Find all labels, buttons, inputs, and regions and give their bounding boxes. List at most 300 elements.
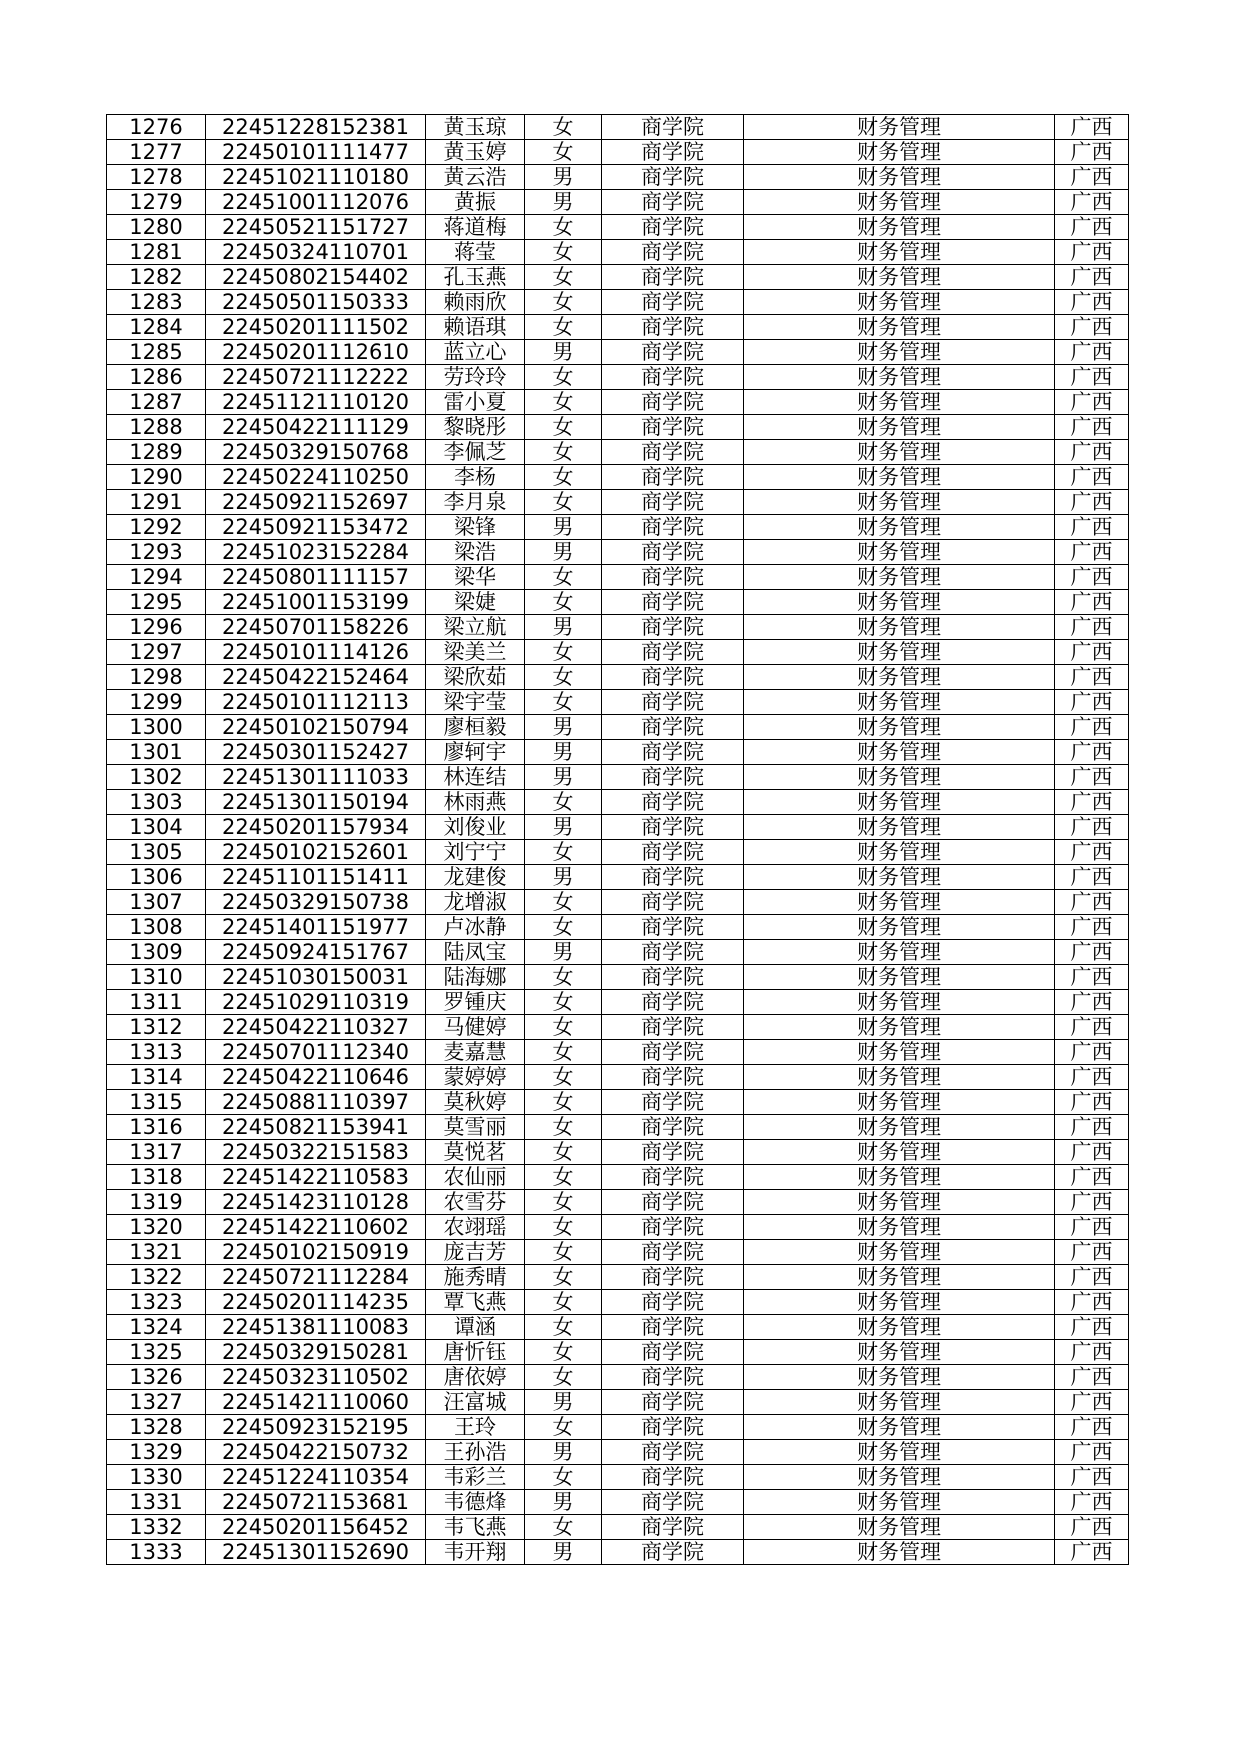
province-cell: 广西 bbox=[1055, 1415, 1129, 1440]
student-id-cell: 22451381110083 bbox=[206, 1315, 426, 1340]
college-cell: 商学院 bbox=[602, 815, 744, 840]
student-id-cell: 22450422150732 bbox=[206, 1440, 426, 1465]
student-name-cell: 韦彩兰 bbox=[426, 1465, 525, 1490]
student-name-cell: 唐依婷 bbox=[426, 1365, 525, 1390]
college-cell: 商学院 bbox=[602, 640, 744, 665]
gender-cell: 女 bbox=[525, 1065, 602, 1090]
student-name-cell: 韦德烽 bbox=[426, 1490, 525, 1515]
serial-number-cell: 1306 bbox=[107, 865, 206, 890]
student-name-cell: 蒋道梅 bbox=[426, 215, 525, 240]
province-cell: 广西 bbox=[1055, 115, 1129, 140]
serial-number-cell: 1321 bbox=[107, 1240, 206, 1265]
college-cell: 商学院 bbox=[602, 1165, 744, 1190]
major-cell: 财务管理 bbox=[744, 590, 1055, 615]
college-cell: 商学院 bbox=[602, 765, 744, 790]
table-row bbox=[107, 1090, 1129, 1115]
serial-number-cell: 1309 bbox=[107, 940, 206, 965]
student-name-cell: 赖语琪 bbox=[426, 315, 525, 340]
gender-cell: 女 bbox=[525, 1190, 602, 1215]
student-name-cell: 林连结 bbox=[426, 765, 525, 790]
student-id-cell: 22451422110583 bbox=[206, 1165, 426, 1190]
table-row bbox=[107, 1540, 1129, 1565]
gender-cell: 女 bbox=[525, 315, 602, 340]
table-row bbox=[107, 690, 1129, 715]
student-name-cell: 陆海娜 bbox=[426, 965, 525, 990]
gender-cell: 女 bbox=[525, 465, 602, 490]
serial-number-cell: 1299 bbox=[107, 690, 206, 715]
major-cell: 财务管理 bbox=[744, 990, 1055, 1015]
table-row bbox=[107, 615, 1129, 640]
province-cell: 广西 bbox=[1055, 1515, 1129, 1540]
student-name-cell: 谭涵 bbox=[426, 1315, 525, 1340]
student-name-cell: 农仙丽 bbox=[426, 1165, 525, 1190]
college-cell: 商学院 bbox=[602, 415, 744, 440]
serial-number-cell: 1291 bbox=[107, 490, 206, 515]
province-cell: 广西 bbox=[1055, 840, 1129, 865]
province-cell: 广西 bbox=[1055, 1040, 1129, 1065]
table-row bbox=[107, 1315, 1129, 1340]
province-cell: 广西 bbox=[1055, 540, 1129, 565]
major-cell: 财务管理 bbox=[744, 890, 1055, 915]
major-cell: 财务管理 bbox=[744, 415, 1055, 440]
serial-number-cell: 1289 bbox=[107, 440, 206, 465]
gender-cell: 女 bbox=[525, 1515, 602, 1540]
student-id-cell: 22450721112284 bbox=[206, 1265, 426, 1290]
gender-cell: 女 bbox=[525, 1215, 602, 1240]
province-cell: 广西 bbox=[1055, 290, 1129, 315]
student-name-cell: 黄振 bbox=[426, 190, 525, 215]
major-cell: 财务管理 bbox=[744, 965, 1055, 990]
province-cell: 广西 bbox=[1055, 1215, 1129, 1240]
province-cell: 广西 bbox=[1055, 615, 1129, 640]
student-name-cell: 林雨燕 bbox=[426, 790, 525, 815]
student-id-cell: 22451224110354 bbox=[206, 1465, 426, 1490]
serial-number-cell: 1302 bbox=[107, 765, 206, 790]
major-cell: 财务管理 bbox=[744, 365, 1055, 390]
serial-number-cell: 1323 bbox=[107, 1290, 206, 1315]
table-row bbox=[107, 1215, 1129, 1240]
serial-number-cell: 1332 bbox=[107, 1515, 206, 1540]
table-row bbox=[107, 1440, 1129, 1465]
student-name-cell: 梁锋 bbox=[426, 515, 525, 540]
major-cell: 财务管理 bbox=[744, 1140, 1055, 1165]
student-name-cell: 李佩芝 bbox=[426, 440, 525, 465]
province-cell: 广西 bbox=[1055, 565, 1129, 590]
serial-number-cell: 1298 bbox=[107, 665, 206, 690]
student-id-cell: 22451301111033 bbox=[206, 765, 426, 790]
table-row bbox=[107, 640, 1129, 665]
student-name-cell: 农雪芬 bbox=[426, 1190, 525, 1215]
college-cell: 商学院 bbox=[602, 590, 744, 615]
gender-cell: 男 bbox=[525, 715, 602, 740]
student-id-cell: 22450323110502 bbox=[206, 1365, 426, 1390]
major-cell: 财务管理 bbox=[744, 315, 1055, 340]
college-cell: 商学院 bbox=[602, 990, 744, 1015]
college-cell: 商学院 bbox=[602, 1265, 744, 1290]
province-cell: 广西 bbox=[1055, 1090, 1129, 1115]
table-row bbox=[107, 140, 1129, 165]
major-cell: 财务管理 bbox=[744, 915, 1055, 940]
gender-cell: 女 bbox=[525, 1090, 602, 1115]
student-id-cell: 22450201156452 bbox=[206, 1515, 426, 1540]
student-name-cell: 黄玉琼 bbox=[426, 115, 525, 140]
major-cell: 财务管理 bbox=[744, 515, 1055, 540]
college-cell: 商学院 bbox=[602, 690, 744, 715]
student-id-cell: 22450322151583 bbox=[206, 1140, 426, 1165]
student-name-cell: 劳玲玲 bbox=[426, 365, 525, 390]
province-cell: 广西 bbox=[1055, 590, 1129, 615]
province-cell: 广西 bbox=[1055, 1440, 1129, 1465]
province-cell: 广西 bbox=[1055, 1490, 1129, 1515]
college-cell: 商学院 bbox=[602, 940, 744, 965]
province-cell: 广西 bbox=[1055, 490, 1129, 515]
major-cell: 财务管理 bbox=[744, 715, 1055, 740]
college-cell: 商学院 bbox=[602, 165, 744, 190]
province-cell: 广西 bbox=[1055, 665, 1129, 690]
major-cell: 财务管理 bbox=[744, 1240, 1055, 1265]
major-cell: 财务管理 bbox=[744, 1165, 1055, 1190]
student-id-cell: 22450721112222 bbox=[206, 365, 426, 390]
college-cell: 商学院 bbox=[602, 1540, 744, 1565]
gender-cell: 女 bbox=[525, 1115, 602, 1140]
province-cell: 广西 bbox=[1055, 1265, 1129, 1290]
college-cell: 商学院 bbox=[602, 1440, 744, 1465]
student-id-cell: 22450501150333 bbox=[206, 290, 426, 315]
student-id-cell: 22450422152464 bbox=[206, 665, 426, 690]
table-row bbox=[107, 1490, 1129, 1515]
gender-cell: 男 bbox=[525, 1440, 602, 1465]
major-cell: 财务管理 bbox=[744, 615, 1055, 640]
serial-number-cell: 1290 bbox=[107, 465, 206, 490]
student-id-cell: 22450329150281 bbox=[206, 1340, 426, 1365]
college-cell: 商学院 bbox=[602, 140, 744, 165]
serial-number-cell: 1292 bbox=[107, 515, 206, 540]
student-name-cell: 刘俊业 bbox=[426, 815, 525, 840]
serial-number-cell: 1297 bbox=[107, 640, 206, 665]
major-cell: 财务管理 bbox=[744, 740, 1055, 765]
student-id-cell: 22451401151977 bbox=[206, 915, 426, 940]
student-name-cell: 施秀晴 bbox=[426, 1265, 525, 1290]
province-cell: 广西 bbox=[1055, 1540, 1129, 1565]
student-id-cell: 22450721153681 bbox=[206, 1490, 426, 1515]
gender-cell: 女 bbox=[525, 565, 602, 590]
major-cell: 财务管理 bbox=[744, 690, 1055, 715]
table-row bbox=[107, 290, 1129, 315]
province-cell: 广西 bbox=[1055, 1015, 1129, 1040]
serial-number-cell: 1307 bbox=[107, 890, 206, 915]
college-cell: 商学院 bbox=[602, 615, 744, 640]
gender-cell: 男 bbox=[525, 190, 602, 215]
student-id-cell: 22450924151767 bbox=[206, 940, 426, 965]
major-cell: 财务管理 bbox=[744, 1515, 1055, 1540]
province-cell: 广西 bbox=[1055, 765, 1129, 790]
college-cell: 商学院 bbox=[602, 1040, 744, 1065]
college-cell: 商学院 bbox=[602, 965, 744, 990]
serial-number-cell: 1288 bbox=[107, 415, 206, 440]
table-row bbox=[107, 365, 1129, 390]
major-cell: 财务管理 bbox=[744, 1290, 1055, 1315]
province-cell: 广西 bbox=[1055, 265, 1129, 290]
province-cell: 广西 bbox=[1055, 640, 1129, 665]
gender-cell: 女 bbox=[525, 665, 602, 690]
major-cell: 财务管理 bbox=[744, 240, 1055, 265]
student-name-cell: 廖轲宇 bbox=[426, 740, 525, 765]
gender-cell: 女 bbox=[525, 1165, 602, 1190]
college-cell: 商学院 bbox=[602, 890, 744, 915]
college-cell: 商学院 bbox=[602, 865, 744, 890]
serial-number-cell: 1296 bbox=[107, 615, 206, 640]
serial-number-cell: 1286 bbox=[107, 365, 206, 390]
serial-number-cell: 1326 bbox=[107, 1365, 206, 1390]
table-row bbox=[107, 465, 1129, 490]
student-name-cell: 梁宇莹 bbox=[426, 690, 525, 715]
student-id-cell: 22450921153472 bbox=[206, 515, 426, 540]
major-cell: 财务管理 bbox=[744, 165, 1055, 190]
table-row bbox=[107, 865, 1129, 890]
gender-cell: 女 bbox=[525, 490, 602, 515]
serial-number-cell: 1310 bbox=[107, 965, 206, 990]
serial-number-cell: 1282 bbox=[107, 265, 206, 290]
gender-cell: 男 bbox=[525, 615, 602, 640]
serial-number-cell: 1304 bbox=[107, 815, 206, 840]
table-row bbox=[107, 265, 1129, 290]
serial-number-cell: 1279 bbox=[107, 190, 206, 215]
serial-number-cell: 1331 bbox=[107, 1490, 206, 1515]
major-cell: 财务管理 bbox=[744, 865, 1055, 890]
major-cell: 财务管理 bbox=[744, 1215, 1055, 1240]
major-cell: 财务管理 bbox=[744, 215, 1055, 240]
college-cell: 商学院 bbox=[602, 265, 744, 290]
gender-cell: 女 bbox=[525, 240, 602, 265]
major-cell: 财务管理 bbox=[744, 115, 1055, 140]
college-cell: 商学院 bbox=[602, 1015, 744, 1040]
province-cell: 广西 bbox=[1055, 690, 1129, 715]
student-name-cell: 卢冰静 bbox=[426, 915, 525, 940]
gender-cell: 男 bbox=[525, 765, 602, 790]
major-cell: 财务管理 bbox=[744, 1440, 1055, 1465]
serial-number-cell: 1319 bbox=[107, 1190, 206, 1215]
serial-number-cell: 1322 bbox=[107, 1265, 206, 1290]
college-cell: 商学院 bbox=[602, 1390, 744, 1415]
student-name-cell: 覃飞燕 bbox=[426, 1290, 525, 1315]
gender-cell: 女 bbox=[525, 1265, 602, 1290]
student-name-cell: 李杨 bbox=[426, 465, 525, 490]
major-cell: 财务管理 bbox=[744, 290, 1055, 315]
table-row bbox=[107, 765, 1129, 790]
gender-cell: 男 bbox=[525, 515, 602, 540]
college-cell: 商学院 bbox=[602, 1415, 744, 1440]
province-cell: 广西 bbox=[1055, 1465, 1129, 1490]
student-name-cell: 陆凤宝 bbox=[426, 940, 525, 965]
student-name-cell: 韦飞燕 bbox=[426, 1515, 525, 1540]
major-cell: 财务管理 bbox=[744, 1465, 1055, 1490]
college-cell: 商学院 bbox=[602, 1240, 744, 1265]
gender-cell: 女 bbox=[525, 390, 602, 415]
student-id-cell: 22450921152697 bbox=[206, 490, 426, 515]
serial-number-cell: 1295 bbox=[107, 590, 206, 615]
student-name-cell: 梁美兰 bbox=[426, 640, 525, 665]
student-id-cell: 22451001153199 bbox=[206, 590, 426, 615]
student-name-cell: 蒙婷婷 bbox=[426, 1065, 525, 1090]
table-row bbox=[107, 1140, 1129, 1165]
province-cell: 广西 bbox=[1055, 790, 1129, 815]
province-cell: 广西 bbox=[1055, 1115, 1129, 1140]
serial-number-cell: 1327 bbox=[107, 1390, 206, 1415]
student-id-cell: 22450102150919 bbox=[206, 1240, 426, 1265]
student-id-cell: 22450329150738 bbox=[206, 890, 426, 915]
major-cell: 财务管理 bbox=[744, 640, 1055, 665]
table-row bbox=[107, 1365, 1129, 1390]
student-id-cell: 22451001112076 bbox=[206, 190, 426, 215]
table-row bbox=[107, 115, 1129, 140]
student-name-cell: 雷小夏 bbox=[426, 390, 525, 415]
major-cell: 财务管理 bbox=[744, 665, 1055, 690]
serial-number-cell: 1313 bbox=[107, 1040, 206, 1065]
student-name-cell: 庞吉芳 bbox=[426, 1240, 525, 1265]
student-name-cell: 王孙浩 bbox=[426, 1440, 525, 1465]
table-row bbox=[107, 315, 1129, 340]
serial-number-cell: 1318 bbox=[107, 1165, 206, 1190]
major-cell: 财务管理 bbox=[744, 1040, 1055, 1065]
table-row bbox=[107, 1240, 1129, 1265]
table-row bbox=[107, 1340, 1129, 1365]
gender-cell: 女 bbox=[525, 1290, 602, 1315]
college-cell: 商学院 bbox=[602, 1115, 744, 1140]
major-cell: 财务管理 bbox=[744, 1365, 1055, 1390]
gender-cell: 男 bbox=[525, 540, 602, 565]
college-cell: 商学院 bbox=[602, 915, 744, 940]
table-row bbox=[107, 1415, 1129, 1440]
student-name-cell: 梁华 bbox=[426, 565, 525, 590]
serial-number-cell: 1312 bbox=[107, 1015, 206, 1040]
table-row bbox=[107, 1390, 1129, 1415]
student-id-cell: 22450224110250 bbox=[206, 465, 426, 490]
major-cell: 财务管理 bbox=[744, 1315, 1055, 1340]
student-name-cell: 李月泉 bbox=[426, 490, 525, 515]
province-cell: 广西 bbox=[1055, 1290, 1129, 1315]
college-cell: 商学院 bbox=[602, 790, 744, 815]
province-cell: 广西 bbox=[1055, 340, 1129, 365]
college-cell: 商学院 bbox=[602, 715, 744, 740]
serial-number-cell: 1276 bbox=[107, 115, 206, 140]
province-cell: 广西 bbox=[1055, 365, 1129, 390]
student-name-cell: 梁欣茹 bbox=[426, 665, 525, 690]
gender-cell: 男 bbox=[525, 740, 602, 765]
table-row bbox=[107, 1515, 1129, 1540]
college-cell: 商学院 bbox=[602, 1340, 744, 1365]
gender-cell: 女 bbox=[525, 1365, 602, 1390]
serial-number-cell: 1293 bbox=[107, 540, 206, 565]
major-cell: 财务管理 bbox=[744, 940, 1055, 965]
serial-number-cell: 1316 bbox=[107, 1115, 206, 1140]
college-cell: 商学院 bbox=[602, 840, 744, 865]
college-cell: 商学院 bbox=[602, 240, 744, 265]
gender-cell: 女 bbox=[525, 790, 602, 815]
student-id-cell: 22450701112340 bbox=[206, 1040, 426, 1065]
college-cell: 商学院 bbox=[602, 1515, 744, 1540]
student-id-cell: 22450802154402 bbox=[206, 265, 426, 290]
table-row bbox=[107, 165, 1129, 190]
gender-cell: 男 bbox=[525, 340, 602, 365]
student-id-cell: 22450422110327 bbox=[206, 1015, 426, 1040]
serial-number-cell: 1305 bbox=[107, 840, 206, 865]
major-cell: 财务管理 bbox=[744, 840, 1055, 865]
college-cell: 商学院 bbox=[602, 565, 744, 590]
province-cell: 广西 bbox=[1055, 1390, 1129, 1415]
major-cell: 财务管理 bbox=[744, 1190, 1055, 1215]
student-id-cell: 22451021110180 bbox=[206, 165, 426, 190]
gender-cell: 男 bbox=[525, 865, 602, 890]
province-cell: 广西 bbox=[1055, 990, 1129, 1015]
student-name-cell: 廖桓毅 bbox=[426, 715, 525, 740]
province-cell: 广西 bbox=[1055, 415, 1129, 440]
gender-cell: 女 bbox=[525, 140, 602, 165]
serial-number-cell: 1328 bbox=[107, 1415, 206, 1440]
serial-number-cell: 1324 bbox=[107, 1315, 206, 1340]
province-cell: 广西 bbox=[1055, 440, 1129, 465]
student-id-cell: 22450201111502 bbox=[206, 315, 426, 340]
table-row bbox=[107, 1190, 1129, 1215]
table-row bbox=[107, 1065, 1129, 1090]
college-cell: 商学院 bbox=[602, 1190, 744, 1215]
major-cell: 财务管理 bbox=[744, 340, 1055, 365]
student-name-cell: 孔玉燕 bbox=[426, 265, 525, 290]
table-row bbox=[107, 840, 1129, 865]
student-id-cell: 22451029110319 bbox=[206, 990, 426, 1015]
major-cell: 财务管理 bbox=[744, 1490, 1055, 1515]
gender-cell: 女 bbox=[525, 265, 602, 290]
table-row bbox=[107, 1115, 1129, 1140]
serial-number-cell: 1277 bbox=[107, 140, 206, 165]
province-cell: 广西 bbox=[1055, 465, 1129, 490]
student-id-cell: 22450102150794 bbox=[206, 715, 426, 740]
province-cell: 广西 bbox=[1055, 315, 1129, 340]
student-id-cell: 22451422110602 bbox=[206, 1215, 426, 1240]
serial-number-cell: 1315 bbox=[107, 1090, 206, 1115]
serial-number-cell: 1284 bbox=[107, 315, 206, 340]
student-name-cell: 韦开翔 bbox=[426, 1540, 525, 1565]
major-cell: 财务管理 bbox=[744, 790, 1055, 815]
student-name-cell: 麦嘉慧 bbox=[426, 1040, 525, 1065]
table-row bbox=[107, 915, 1129, 940]
college-cell: 商学院 bbox=[602, 340, 744, 365]
province-cell: 广西 bbox=[1055, 865, 1129, 890]
province-cell: 广西 bbox=[1055, 715, 1129, 740]
student-id-cell: 22450801111157 bbox=[206, 565, 426, 590]
student-id-cell: 22450329150768 bbox=[206, 440, 426, 465]
college-cell: 商学院 bbox=[602, 1065, 744, 1090]
gender-cell: 女 bbox=[525, 1340, 602, 1365]
table-row bbox=[107, 715, 1129, 740]
student-id-cell: 22450701158226 bbox=[206, 615, 426, 640]
province-cell: 广西 bbox=[1055, 140, 1129, 165]
table-row bbox=[107, 1465, 1129, 1490]
college-cell: 商学院 bbox=[602, 515, 744, 540]
college-cell: 商学院 bbox=[602, 1140, 744, 1165]
college-cell: 商学院 bbox=[602, 190, 744, 215]
major-cell: 财务管理 bbox=[744, 190, 1055, 215]
province-cell: 广西 bbox=[1055, 515, 1129, 540]
gender-cell: 男 bbox=[525, 1540, 602, 1565]
student-name-cell: 梁婕 bbox=[426, 590, 525, 615]
student-id-cell: 22450923152195 bbox=[206, 1415, 426, 1440]
gender-cell: 女 bbox=[525, 890, 602, 915]
college-cell: 商学院 bbox=[602, 1215, 744, 1240]
gender-cell: 女 bbox=[525, 1140, 602, 1165]
province-cell: 广西 bbox=[1055, 815, 1129, 840]
gender-cell: 女 bbox=[525, 840, 602, 865]
gender-cell: 女 bbox=[525, 215, 602, 240]
